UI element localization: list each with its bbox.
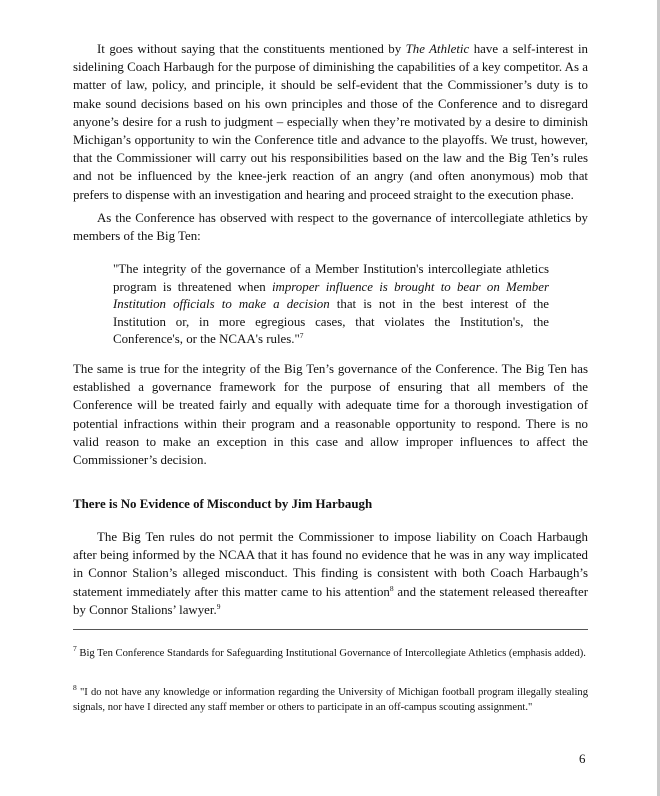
footnote-ref-8: 8	[389, 583, 394, 593]
footnote-number: 8	[73, 683, 77, 692]
section-heading: There is No Evidence of Misconduct by Jim Harbaugh	[73, 497, 373, 511]
footnote-7	[73, 644, 588, 662]
page-number: 6	[579, 752, 586, 766]
block-quote	[113, 261, 549, 349]
footnote-text: "I do not have any knowledge or information regarding the University of Michigan football program illegally stealing signals, nor have I directed any staff member or others to participate in an off-campus scouting assignment."	[73, 687, 588, 713]
quote-text: that is not in the best interest of the Institution or, in more egregious cases, that violates the Institution's, the Conference's, or the NCAA's rules."	[113, 297, 549, 347]
paragraph-text: The Big Ten rules do not permit the Commissioner to impose liability on Coach Harbaugh after being informed by the NCAA that it has found no evidence that he was in any way implicated in Connor Stalion’s alleged misconduct. This finding is consistent with both Coach Harbaugh’s statement immediately after this matter came to his attention	[73, 530, 588, 599]
footnote-text: Big Ten Conference Standards for Safeguarding Institutional Governance of Intercollegiate Athletics (emphasis added).	[76, 648, 586, 659]
paragraph-athletic-self-interest	[73, 40, 588, 204]
paragraph-text: have a self-interest in sidelining Coach Harbaugh for the purpose of diminishing the capabilities of a key competitor. As a matter of law, policy, and principle, it should be self-evident that the Commissioner’s duty is to make sound decisions based on his own principles and those of the Conference and to disregard anyone’s desire for a rush to judgment – especially when they’re motivated by a desire to diminish Michigan’s opportunity to win the Conference title and advance to the playoffs. We trust, however, that the Commissioner will carry out his responsibilities based on the law and the Big Ten’s rules and not be influenced by the knee-jerk reaction of an angry (and often anonymous) mob that prefers to dispense with an investigation and hearing and proceed straight to the execution phase.	[73, 42, 588, 202]
quote-text: "The integrity of the governance of a Member Institution's intercollegiate athletics program is threatened when	[113, 262, 549, 294]
paragraph-text: It goes without saying that the constituents mentioned by	[97, 42, 406, 56]
publication-title: The Athletic	[405, 42, 470, 56]
footnote-8	[73, 683, 588, 715]
quote-emphasis: improper influence is brought to bear on Member Institution officials to make a decision	[113, 279, 549, 312]
paragraph-conference-observed: As the Conference has observed with respect to the governance of intercollegiate athletics by members of the Big Ten:	[73, 211, 588, 244]
paragraph-no-evidence	[73, 528, 588, 619]
paragraph-governance-integrity: The same is true for the integrity of the Big Ten’s governance of the Conference. The Big Ten has established a governance framework for the purpose of ensuring that all members of the Conference will be treated fairly and equally with adequate time for a thorough investigation of potential infractions within their program and a reasonable opportunity to respond. There is no valid reason to make an exception in this case and allow improper influences to affect the Commissioner’s decision.	[73, 362, 588, 468]
footnote-ref-9: 9	[216, 601, 221, 611]
footnote-number: 7	[73, 644, 77, 653]
footnote-ref-7: 7	[299, 331, 304, 341]
paragraph-text: and the statement released thereafter by Connor Stalions’ lawyer.	[73, 584, 588, 617]
footnote-separator	[73, 629, 588, 630]
